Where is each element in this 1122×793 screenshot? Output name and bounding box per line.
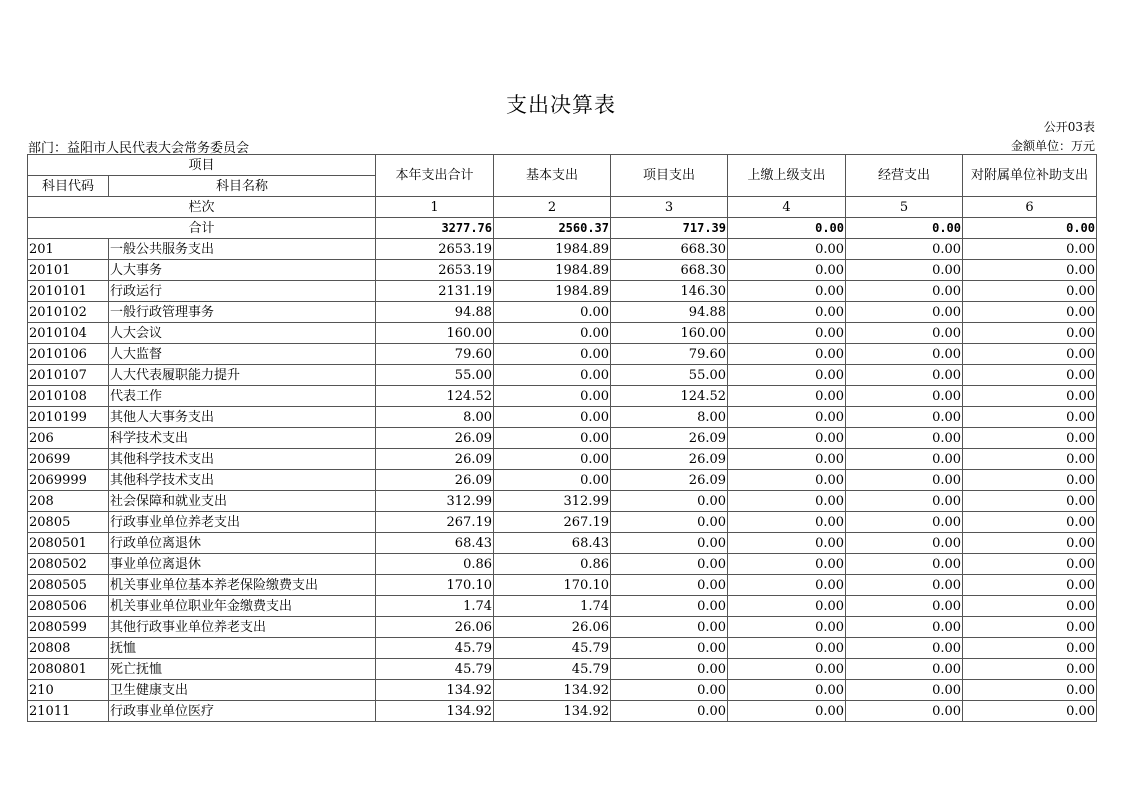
amount-cell: 1.74	[376, 596, 494, 617]
amount-cell: 0.00	[728, 554, 846, 575]
amount-cell: 55.00	[376, 365, 494, 386]
amount-cell: 312.99	[494, 491, 611, 512]
amount-cell: 26.09	[376, 449, 494, 470]
total-value: 3277.76	[376, 218, 494, 239]
subject-code: 20808	[28, 638, 109, 659]
amount-cell: 94.88	[376, 302, 494, 323]
amount-cell: 0.00	[963, 680, 1097, 701]
amount-cell: 0.00	[611, 659, 728, 680]
subject-name: 机关事业单位基本养老保险缴费支出	[109, 575, 376, 596]
header-col-3: 项目支出	[611, 155, 728, 197]
table-row	[28, 449, 1097, 470]
amount-cell: 45.79	[376, 659, 494, 680]
amount-cell: 0.00	[846, 554, 963, 575]
amount-cell: 0.00	[611, 680, 728, 701]
amount-cell: 0.00	[963, 575, 1097, 596]
amount-cell: 0.00	[494, 470, 611, 491]
table-row	[28, 596, 1097, 617]
subject-code: 20805	[28, 512, 109, 533]
subject-name: 代表工作	[109, 386, 376, 407]
table-row	[28, 533, 1097, 554]
expenditure-table	[27, 154, 1097, 722]
subject-name: 人大事务	[109, 260, 376, 281]
amount-cell: 26.06	[376, 617, 494, 638]
subject-name: 一般行政管理事务	[109, 302, 376, 323]
amount-cell: 0.00	[963, 344, 1097, 365]
amount-cell: 0.00	[728, 701, 846, 722]
subject-code: 20101	[28, 260, 109, 281]
subject-code: 20699	[28, 449, 109, 470]
subject-code: 2080505	[28, 575, 109, 596]
amount-cell: 26.09	[611, 449, 728, 470]
amount-cell: 0.00	[963, 596, 1097, 617]
subject-name: 人大监督	[109, 344, 376, 365]
table-row	[28, 386, 1097, 407]
column-number: 6	[963, 197, 1097, 218]
amount-cell: 8.00	[376, 407, 494, 428]
table-row	[28, 260, 1097, 281]
subject-code: 2010106	[28, 344, 109, 365]
amount-cell: 0.00	[611, 533, 728, 554]
amount-cell: 0.00	[963, 428, 1097, 449]
amount-cell: 2131.19	[376, 281, 494, 302]
amount-cell: 0.00	[963, 659, 1097, 680]
amount-cell: 0.00	[494, 428, 611, 449]
amount-cell: 0.00	[963, 386, 1097, 407]
amount-cell: 124.52	[611, 386, 728, 407]
total-value: 0.00	[728, 218, 846, 239]
amount-cell: 0.00	[963, 512, 1097, 533]
table-row	[28, 344, 1097, 365]
subject-code: 2010102	[28, 302, 109, 323]
table-row	[28, 617, 1097, 638]
amount-cell: 0.00	[611, 554, 728, 575]
amount-cell: 0.00	[728, 449, 846, 470]
column-number: 3	[611, 197, 728, 218]
amount-cell: 146.30	[611, 281, 728, 302]
amount-cell: 0.00	[846, 575, 963, 596]
amount-cell: 1.74	[494, 596, 611, 617]
amount-cell: 0.00	[963, 533, 1097, 554]
amount-cell: 26.06	[494, 617, 611, 638]
amount-cell: 0.00	[611, 701, 728, 722]
header-row-1	[28, 155, 1097, 176]
amount-cell: 94.88	[611, 302, 728, 323]
subject-name: 抚恤	[109, 638, 376, 659]
subject-name: 一般公共服务支出	[109, 239, 376, 260]
amount-cell: 0.00	[728, 239, 846, 260]
subject-code: 2010101	[28, 281, 109, 302]
amount-cell: 124.52	[376, 386, 494, 407]
amount-cell: 0.00	[728, 659, 846, 680]
amount-cell: 0.00	[846, 638, 963, 659]
subject-name: 行政事业单位养老支出	[109, 512, 376, 533]
table-row	[28, 554, 1097, 575]
amount-cell: 0.00	[963, 239, 1097, 260]
amount-cell: 312.99	[376, 491, 494, 512]
subject-code: 2010199	[28, 407, 109, 428]
table-row	[28, 512, 1097, 533]
amount-cell: 0.00	[846, 281, 963, 302]
amount-cell: 134.92	[376, 701, 494, 722]
table-row	[28, 638, 1097, 659]
amount-cell: 0.00	[494, 386, 611, 407]
amount-cell: 79.60	[611, 344, 728, 365]
amount-cell: 0.00	[963, 323, 1097, 344]
amount-cell: 26.09	[376, 470, 494, 491]
subject-name: 科学技术支出	[109, 428, 376, 449]
amount-cell: 1984.89	[494, 239, 611, 260]
amount-cell: 0.00	[494, 323, 611, 344]
amount-cell: 0.00	[494, 365, 611, 386]
amount-cell: 0.00	[728, 680, 846, 701]
amount-cell: 0.00	[963, 281, 1097, 302]
subject-code: 21011	[28, 701, 109, 722]
amount-cell: 0.00	[846, 260, 963, 281]
subject-code: 2080801	[28, 659, 109, 680]
amount-cell: 0.86	[494, 554, 611, 575]
amount-cell: 0.00	[728, 281, 846, 302]
subject-name: 行政运行	[109, 281, 376, 302]
subject-name: 事业单位离退休	[109, 554, 376, 575]
amount-cell: 0.00	[728, 638, 846, 659]
subject-name: 行政事业单位医疗	[109, 701, 376, 722]
amount-cell: 0.00	[846, 302, 963, 323]
header-col-6: 对附属单位补助支出	[963, 155, 1097, 197]
header-col-1: 本年支出合计	[376, 155, 494, 197]
amount-cell: 45.79	[494, 659, 611, 680]
amount-cell: 160.00	[611, 323, 728, 344]
amount-unit-label: 金额单位：万元	[1010, 139, 1095, 153]
header-col-4: 上缴上级支出	[728, 155, 846, 197]
amount-cell: 0.00	[611, 512, 728, 533]
form-number: 公开03表	[1043, 120, 1095, 134]
amount-cell: 0.00	[963, 617, 1097, 638]
amount-cell: 8.00	[611, 407, 728, 428]
amount-cell: 0.00	[963, 470, 1097, 491]
amount-cell: 79.60	[376, 344, 494, 365]
amount-cell: 26.09	[376, 428, 494, 449]
amount-cell: 668.30	[611, 260, 728, 281]
table-row	[28, 281, 1097, 302]
column-number: 2	[494, 197, 611, 218]
amount-cell: 0.00	[611, 638, 728, 659]
amount-cell: 0.00	[963, 491, 1097, 512]
amount-cell: 0.00	[963, 302, 1097, 323]
amount-cell: 2653.19	[376, 260, 494, 281]
subject-code: 2080599	[28, 617, 109, 638]
amount-cell: 0.00	[963, 701, 1097, 722]
amount-cell: 0.00	[846, 239, 963, 260]
subject-name: 机关事业单位职业年金缴费支出	[109, 596, 376, 617]
page-title: 支出决算表	[506, 93, 616, 117]
amount-cell: 0.00	[728, 323, 846, 344]
table-row	[28, 701, 1097, 722]
amount-cell: 45.79	[494, 638, 611, 659]
total-value: 2560.37	[494, 218, 611, 239]
total-row	[28, 218, 1097, 239]
amount-cell: 0.00	[494, 302, 611, 323]
amount-cell: 0.00	[728, 512, 846, 533]
amount-cell: 26.09	[611, 470, 728, 491]
amount-cell: 0.00	[728, 575, 846, 596]
amount-cell: 170.10	[494, 575, 611, 596]
subject-name: 人大会议	[109, 323, 376, 344]
subject-name: 死亡抚恤	[109, 659, 376, 680]
amount-cell: 0.00	[728, 386, 846, 407]
amount-cell: 0.00	[846, 680, 963, 701]
table-row	[28, 323, 1097, 344]
amount-cell: 0.00	[846, 701, 963, 722]
amount-cell: 0.00	[728, 428, 846, 449]
amount-cell: 0.00	[611, 596, 728, 617]
total-value: 0.00	[846, 218, 963, 239]
column-index-row	[28, 197, 1097, 218]
subject-code: 2080506	[28, 596, 109, 617]
amount-cell: 267.19	[494, 512, 611, 533]
amount-cell: 68.43	[494, 533, 611, 554]
amount-cell: 0.00	[728, 470, 846, 491]
amount-cell: 55.00	[611, 365, 728, 386]
subject-code: 201	[28, 239, 109, 260]
amount-cell: 0.00	[846, 617, 963, 638]
amount-cell: 134.92	[494, 680, 611, 701]
amount-cell: 170.10	[376, 575, 494, 596]
amount-cell: 0.00	[846, 449, 963, 470]
amount-cell: 0.00	[846, 512, 963, 533]
amount-cell: 0.00	[846, 323, 963, 344]
amount-cell: 0.00	[728, 365, 846, 386]
amount-cell: 0.86	[376, 554, 494, 575]
amount-cell: 0.00	[963, 554, 1097, 575]
amount-cell: 0.00	[728, 407, 846, 428]
amount-cell: 0.00	[846, 344, 963, 365]
table-row	[28, 470, 1097, 491]
subject-code: 2080501	[28, 533, 109, 554]
header-item: 项目	[28, 155, 376, 176]
amount-cell: 0.00	[494, 344, 611, 365]
amount-cell: 0.00	[728, 260, 846, 281]
table-row	[28, 407, 1097, 428]
amount-cell: 0.00	[846, 596, 963, 617]
amount-cell: 0.00	[846, 491, 963, 512]
subject-name: 其他科学技术支出	[109, 449, 376, 470]
subject-name: 其他行政事业单位养老支出	[109, 617, 376, 638]
table-row	[28, 428, 1097, 449]
table-row	[28, 365, 1097, 386]
column-number: 5	[846, 197, 963, 218]
amount-cell: 0.00	[963, 260, 1097, 281]
subject-code: 2080502	[28, 554, 109, 575]
amount-cell: 0.00	[728, 302, 846, 323]
amount-cell: 0.00	[728, 596, 846, 617]
amount-cell: 0.00	[846, 470, 963, 491]
table-row	[28, 659, 1097, 680]
subject-code: 210	[28, 680, 109, 701]
header-name: 科目名称	[109, 176, 376, 197]
total-value: 717.39	[611, 218, 728, 239]
amount-cell: 2653.19	[376, 239, 494, 260]
amount-cell: 0.00	[728, 533, 846, 554]
amount-cell: 0.00	[494, 407, 611, 428]
subject-code: 206	[28, 428, 109, 449]
subject-name: 人大代表履职能力提升	[109, 365, 376, 386]
table-row	[28, 302, 1097, 323]
amount-cell: 0.00	[728, 344, 846, 365]
amount-cell: 1984.89	[494, 281, 611, 302]
subject-code: 2010107	[28, 365, 109, 386]
amount-cell: 0.00	[846, 428, 963, 449]
table-row	[28, 239, 1097, 260]
amount-cell: 0.00	[963, 407, 1097, 428]
header-col-5: 经营支出	[846, 155, 963, 197]
subject-name: 其他科学技术支出	[109, 470, 376, 491]
table-row	[28, 680, 1097, 701]
amount-cell: 0.00	[963, 365, 1097, 386]
column-number: 1	[376, 197, 494, 218]
table-row	[28, 575, 1097, 596]
amount-cell: 0.00	[963, 449, 1097, 470]
amount-cell: 0.00	[846, 659, 963, 680]
header-col-2: 基本支出	[494, 155, 611, 197]
column-index-label: 栏次	[28, 197, 376, 218]
column-number: 4	[728, 197, 846, 218]
amount-cell: 0.00	[846, 407, 963, 428]
amount-cell: 0.00	[728, 617, 846, 638]
amount-cell: 0.00	[846, 365, 963, 386]
amount-cell: 0.00	[963, 638, 1097, 659]
department-label: 部门：益阳市人民代表大会常务委员会	[28, 141, 250, 156]
header-code: 科目代码	[28, 176, 109, 197]
amount-cell: 26.09	[611, 428, 728, 449]
amount-cell: 68.43	[376, 533, 494, 554]
total-value: 0.00	[963, 218, 1097, 239]
subject-name: 其他人大事务支出	[109, 407, 376, 428]
subject-code: 2010104	[28, 323, 109, 344]
subject-name: 卫生健康支出	[109, 680, 376, 701]
amount-cell: 668.30	[611, 239, 728, 260]
subject-code: 208	[28, 491, 109, 512]
subject-name: 行政单位离退休	[109, 533, 376, 554]
amount-cell: 160.00	[376, 323, 494, 344]
amount-cell: 134.92	[376, 680, 494, 701]
subject-name: 社会保障和就业支出	[109, 491, 376, 512]
amount-cell: 0.00	[846, 386, 963, 407]
amount-cell: 45.79	[376, 638, 494, 659]
amount-cell: 0.00	[611, 491, 728, 512]
amount-cell: 0.00	[611, 575, 728, 596]
subject-code: 2069999	[28, 470, 109, 491]
amount-cell: 0.00	[611, 617, 728, 638]
amount-cell: 267.19	[376, 512, 494, 533]
total-label: 合计	[28, 218, 376, 239]
table-row	[28, 491, 1097, 512]
subject-code: 2010108	[28, 386, 109, 407]
amount-cell: 0.00	[728, 491, 846, 512]
amount-cell: 134.92	[494, 701, 611, 722]
amount-cell: 0.00	[494, 449, 611, 470]
amount-cell: 1984.89	[494, 260, 611, 281]
amount-cell: 0.00	[846, 533, 963, 554]
